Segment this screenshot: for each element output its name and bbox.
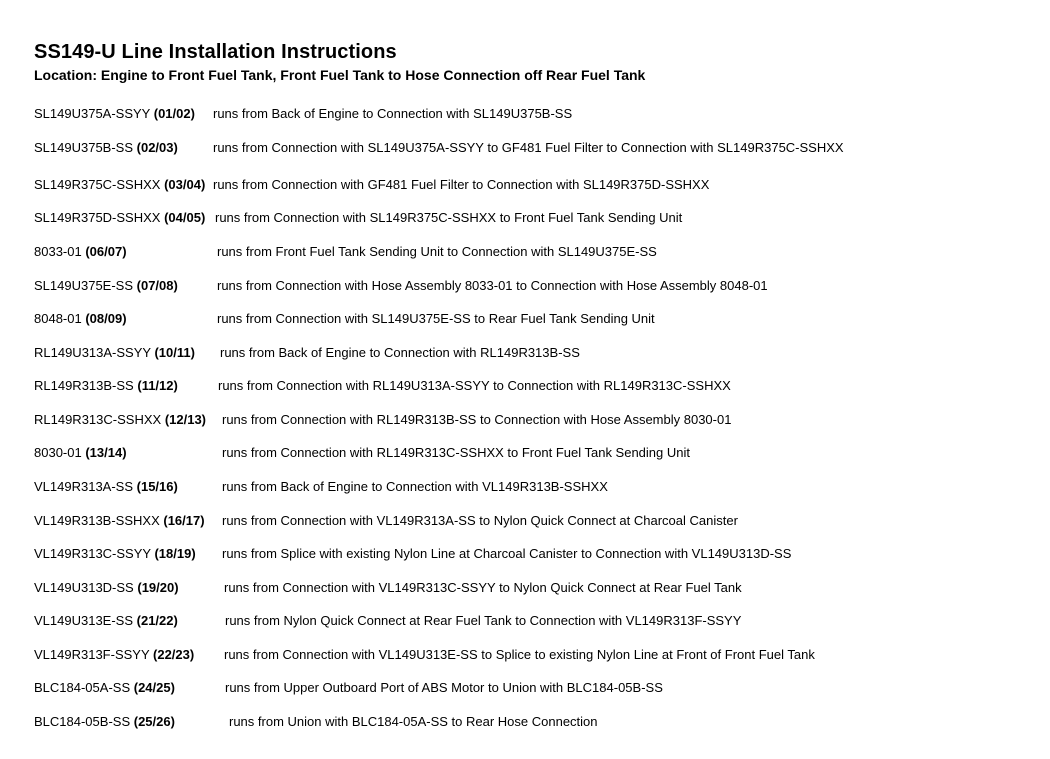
line-part-label	[34, 343, 195, 363]
line-part-label	[34, 242, 127, 262]
line-row	[0, 175, 1050, 195]
line-row	[0, 309, 1050, 329]
part-number: VL149U313D-SS	[34, 580, 134, 595]
line-description: runs from Connection with RL149R313B-SS to Connection with Hose Assembly 8030-01	[222, 412, 732, 427]
part-number: VL149R313B-SSHXX	[34, 513, 160, 528]
line-row	[0, 276, 1050, 296]
line-part-label	[34, 104, 195, 124]
line-row	[0, 343, 1050, 363]
line-row	[0, 443, 1050, 463]
part-number: BLC184-05B-SS	[34, 714, 131, 729]
line-part-label	[34, 309, 127, 329]
page-range: (21/22)	[136, 613, 178, 628]
page-range: (19/20)	[137, 580, 179, 595]
line-part-label	[34, 678, 175, 698]
line-description: runs from Connection with RL149R313C-SSHXX to Front Fuel Tank Sending Unit	[222, 445, 690, 460]
line-description: runs from Connection with RL149U313A-SSYY to Connection with RL149R313C-SSHXX	[218, 378, 731, 393]
line-description: runs from Back of Engine to Connection with VL149R313B-SSHXX	[222, 479, 608, 494]
part-number: RL149R313C-SSHXX	[34, 412, 162, 427]
page-range: (11/12)	[137, 378, 178, 393]
line-row	[0, 376, 1050, 396]
part-number: VL149R313F-SSYY	[34, 647, 150, 662]
line-description: runs from Connection with SL149U375E-SS to Rear Fuel Tank Sending Unit	[217, 311, 655, 326]
page-range: (15/16)	[136, 479, 178, 494]
line-row	[0, 578, 1050, 598]
part-number: SL149U375B-SS	[34, 140, 134, 155]
part-number: RL149U313A-SSYY	[34, 345, 151, 360]
page-range: (13/14)	[85, 445, 127, 460]
line-description: runs from Splice with existing Nylon Line at Charcoal Canister to Connection with VL149U313D-SS	[222, 546, 792, 561]
line-part-label	[34, 376, 178, 396]
line-description: runs from Back of Engine to Connection with SL149U375B-SS	[213, 106, 573, 121]
line-description: runs from Union with BLC184-05A-SS to Rear Hose Connection	[229, 714, 598, 729]
line-part-label	[34, 645, 194, 665]
line-description: runs from Connection with VL149U313E-SS to Splice to existing Nylon Line at Front of Front Fuel Tank	[224, 647, 815, 662]
part-number: VL149R313C-SSYY	[34, 546, 151, 561]
line-description: runs from Connection with VL149R313A-SS to Nylon Quick Connect at Charcoal Canister	[222, 513, 738, 528]
page-range: (08/09)	[85, 311, 127, 326]
line-part-label	[34, 477, 178, 497]
part-number: 8033-01	[34, 244, 82, 259]
line-row	[0, 712, 1050, 732]
part-number: RL149R313B-SS	[34, 378, 134, 393]
line-row	[0, 511, 1050, 531]
part-number: SL149R375D-SSHXX	[34, 210, 161, 225]
line-part-label	[34, 511, 205, 531]
part-number: SL149U375A-SSYY	[34, 106, 151, 121]
line-row	[0, 645, 1050, 665]
line-part-label	[34, 578, 179, 598]
page-range: (06/07)	[85, 244, 127, 259]
line-part-label	[34, 712, 175, 732]
part-number: 8048-01	[34, 311, 82, 326]
line-part-label	[34, 208, 205, 228]
page-range: (07/08)	[136, 278, 178, 293]
line-row	[0, 477, 1050, 497]
line-row	[0, 104, 1050, 124]
page-range: (22/23)	[153, 647, 195, 662]
line-row	[0, 544, 1050, 564]
document-title: SS149-U Line Installation Instructions	[34, 41, 397, 63]
line-description: runs from Front Fuel Tank Sending Unit to Connection with SL149U375E-SS	[217, 244, 657, 259]
line-row	[0, 138, 1050, 158]
line-description: runs from Connection with VL149R313C-SSYY to Nylon Quick Connect at Rear Fuel Tank	[224, 580, 742, 595]
line-part-label	[34, 276, 178, 296]
line-row	[0, 611, 1050, 631]
part-number: BLC184-05A-SS	[34, 680, 131, 695]
page-range: (12/13)	[164, 412, 207, 427]
line-row	[0, 410, 1050, 430]
page-range: (25/26)	[133, 714, 175, 729]
line-description: runs from Connection with Hose Assembly 8033-01 to Connection with Hose Assembly 8048-01	[217, 278, 768, 293]
document-location: Location: Engine to Front Fuel Tank, Front Fuel Tank to Hose Connection off Rear Fuel Tank	[34, 67, 646, 83]
part-number: SL149R375C-SSHXX	[34, 177, 161, 192]
page-range: (10/11)	[154, 345, 195, 360]
page-range: (04/05)	[164, 210, 206, 225]
line-part-label	[34, 175, 205, 195]
line-description: runs from Nylon Quick Connect at Rear Fuel Tank to Connection with VL149R313F-SSYY	[225, 613, 742, 628]
line-description: runs from Upper Outboard Port of ABS Motor to Union with BLC184-05B-SS	[225, 680, 663, 695]
page-range: (18/19)	[154, 546, 196, 561]
line-part-label	[34, 410, 206, 430]
page-range: (01/02)	[153, 106, 195, 121]
line-part-label	[34, 443, 127, 463]
line-part-label	[34, 544, 196, 564]
line-part-label	[34, 138, 178, 158]
line-part-label	[34, 611, 178, 631]
page-range: (16/17)	[163, 513, 205, 528]
line-row	[0, 242, 1050, 262]
line-description: runs from Back of Engine to Connection with RL149R313B-SS	[220, 345, 580, 360]
part-number: VL149U313E-SS	[34, 613, 134, 628]
part-number: 8030-01	[34, 445, 82, 460]
line-description: runs from Connection with GF481 Fuel Filter to Connection with SL149R375D-SSHXX	[213, 177, 710, 192]
page-range: (03/04)	[164, 177, 206, 192]
line-description: runs from Connection with SL149U375A-SSYY to GF481 Fuel Filter to Connection with SL149R375C-SSHXX	[213, 140, 844, 155]
page-range: (02/03)	[136, 140, 178, 155]
line-row	[0, 678, 1050, 698]
line-row	[0, 208, 1050, 228]
part-number: VL149R313A-SS	[34, 479, 134, 494]
line-description: runs from Connection with SL149R375C-SSHXX to Front Fuel Tank Sending Unit	[215, 210, 683, 225]
page-range: (24/25)	[133, 680, 175, 695]
part-number: SL149U375E-SS	[34, 278, 134, 293]
